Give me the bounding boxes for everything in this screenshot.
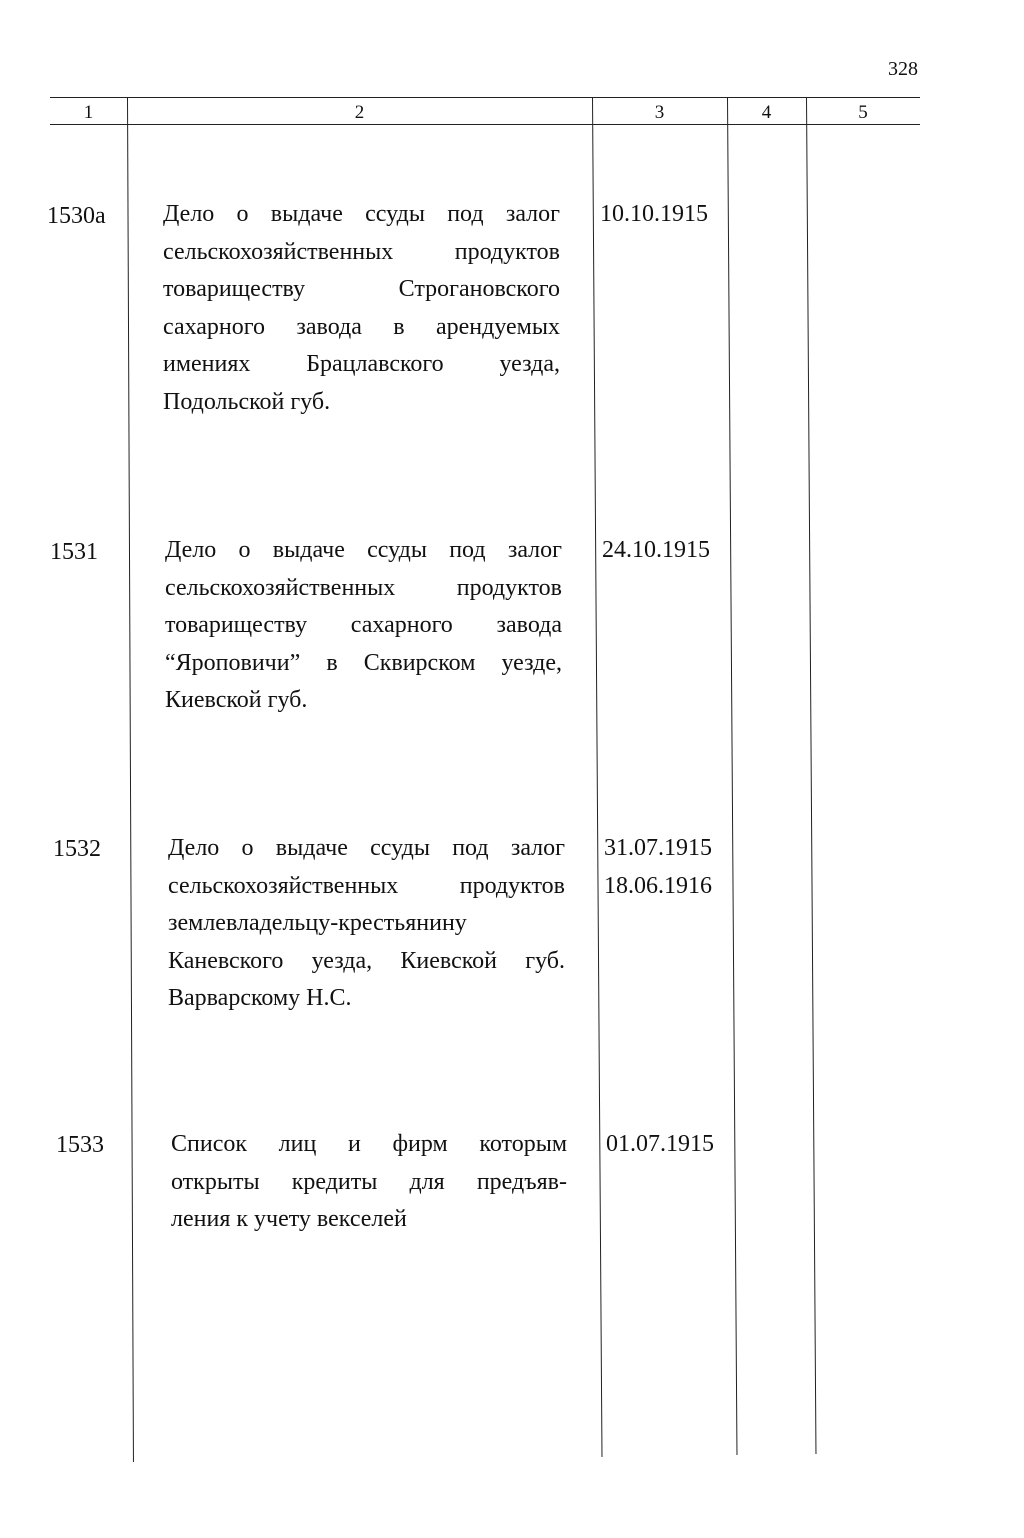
entry-title <box>171 1126 567 1239</box>
entry-title-line: товариществу сахарного завода <box>165 612 562 638</box>
entry-title-line: ления к учету векселей <box>171 1206 407 1232</box>
entry-title-line: сахарного завода в арендуемых <box>163 313 560 340</box>
entry-date: 01.07.1915 <box>606 1131 714 1157</box>
column-header-4: 4 <box>761 102 772 123</box>
entry-number: 1531 <box>50 539 98 565</box>
entry-number: 1530а <box>47 203 106 229</box>
entry-title-line: Дело о выдаче ссуды под залог <box>163 201 560 227</box>
entry-title-line: Киевской губ. <box>165 687 308 713</box>
table-top-rule <box>50 97 920 98</box>
entry-title-line: Дело о выдаче ссуды под залог <box>168 835 565 861</box>
entry-title-line: Подольской губ. <box>163 388 331 415</box>
entry-number: 1533 <box>56 1132 104 1158</box>
entry-dates <box>600 196 708 234</box>
entry-title-line: землевладельцу-крестьянину <box>168 910 467 936</box>
entry-title-line: сельскохозяйственных продуктов <box>168 872 565 899</box>
entry-title-line: товариществу Строгановского <box>163 276 560 302</box>
column-divider-2 <box>592 97 602 1457</box>
entry-title-line: открыты кредиты для предъяв- <box>171 1168 567 1195</box>
column-divider-3 <box>727 97 737 1455</box>
entry-title <box>163 196 560 421</box>
entry-date: 31.07.1915 <box>604 835 712 861</box>
page-number: 328 <box>888 58 918 80</box>
column-divider-1 <box>127 97 134 1462</box>
entry-date: 18.06.1916 <box>604 872 712 899</box>
entry-title-line: Каневского уезда, Киевской губ. <box>168 947 565 974</box>
entry-title-line: Список лиц и фирм которым <box>171 1131 567 1157</box>
column-header-2: 2 <box>354 102 365 123</box>
entry-title-line: сельскохозяйственных продуктов <box>163 238 560 265</box>
entry-title-line: сельскохозяйственных продуктов <box>165 574 562 601</box>
entry-dates <box>604 830 712 905</box>
column-divider-4 <box>806 97 816 1454</box>
table-header-rule <box>50 124 920 125</box>
entry-dates <box>602 532 710 570</box>
entry-title <box>165 532 562 720</box>
entry-date: 10.10.1915 <box>600 201 708 227</box>
entry-dates <box>606 1126 714 1164</box>
entry-title <box>168 830 565 1018</box>
entry-title-line: “Яроповичи” в Сквирском уезде, <box>165 649 562 676</box>
entry-date: 24.10.1915 <box>602 537 710 563</box>
column-header-1: 1 <box>83 102 94 123</box>
entry-number: 1532 <box>53 836 101 862</box>
entry-title-line: Дело о выдаче ссуды под залог <box>165 537 562 563</box>
entry-title-line: Варварскому Н.С. <box>168 985 352 1011</box>
column-header-3: 3 <box>654 102 665 123</box>
entry-title-line: имениях Брацлавского уезда, <box>163 351 560 377</box>
column-header-5: 5 <box>858 102 868 123</box>
